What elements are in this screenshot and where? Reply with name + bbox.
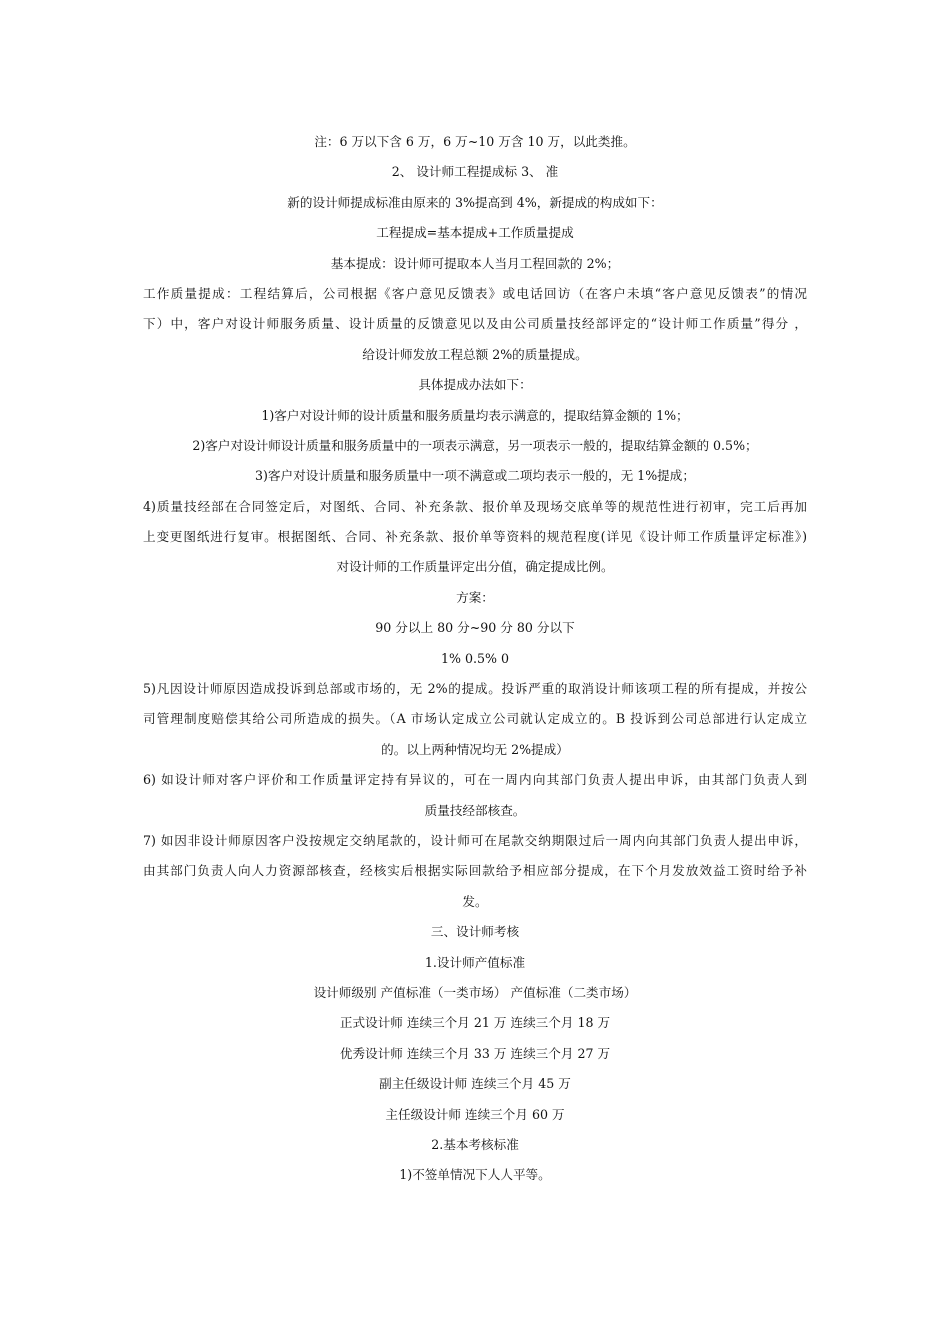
paragraph-line: 工作质量提成：工程结算后，公司根据《客户意见反馈表》或电话回访（在客户未填“客户意见反馈表”的情况 [143, 285, 807, 301]
list-item: 1)客户对设计师的设计质量和服务质量均表示满意的，提取结算金额的 1%； [261, 407, 689, 423]
list-item-continued: 由其部门负责人向人力资源部核查，经核实后根据实际回款给予相应部分提成，在下个月发放效益工资时给予补 [143, 863, 807, 879]
plan-rate-row: 1% 0.5% 0 [441, 650, 509, 666]
subheading: 1.设计师产值标准 [424, 954, 526, 970]
table-row-line: 副主任级设计师 连续三个月 45 万 [379, 1076, 571, 1092]
plan-heading: 方案： [456, 589, 494, 605]
list-item: 1)不签单情况下人人平等。 [399, 1167, 551, 1183]
subheading: 具体提成办法如下： [418, 377, 532, 393]
list-item-continued: 的。以上两种情况均无 2%提成） [381, 741, 569, 757]
list-item: 3)客户对设计质量和服务质量中一项不满意或二项均表示一般的，无 1%提成； [255, 468, 695, 484]
list-item: 2)客户对设计师设计质量和服务质量中的一项表示满意，另一项表示一般的，提取结算金额的 0.5%； [192, 437, 758, 453]
paragraph-line: 给设计师发放工程总额 2%的质量提成。 [362, 346, 588, 362]
paragraph-line: 基本提成：设计师可提取本人当月工程回款的 2%； [330, 255, 620, 271]
section-heading: 2、 设计师工程提成标 3、 准 [391, 164, 559, 180]
paragraph-line: 下）中，客户对设计师服务质量、设计质量的反馈意见以及由公司质量技经部评定的“设计师工作质量”得分 ， [143, 316, 807, 332]
list-item: 4)质量技经部在合同签定后，对图纸、合同、补充条款、报价单及现场交底单等的规范性进行初审，完工后再加 [143, 498, 807, 514]
document-body [143, 127, 807, 1191]
list-item-continued: 发。 [462, 893, 488, 909]
table-row-line: 优秀设计师 连续三个月 33 万 连续三个月 27 万 [339, 1045, 611, 1061]
table-row-line: 正式设计师 连续三个月 21 万 连续三个月 18 万 [339, 1015, 611, 1031]
table-header-line: 设计师级别 产值标准（一类市场） 产值标准（二类市场） [313, 984, 637, 1000]
paragraph-line: 新的设计师提成标准由原来的 3%提高到 4%，新提成的构成如下： [287, 194, 663, 210]
list-item: 7) 如因非设计师原因客户没按规定交纳尾款的，设计师可在尾款交纳期限过后一周内向其部门负责人提出申诉， [143, 832, 807, 848]
list-item-continued: 质量技经部核查。 [424, 802, 526, 818]
list-item-continued: 司管理制度赔偿其给公司所造成的损失。（A 市场认定成立公司就认定成立的。B 投诉到公司总部进行认定成立 [143, 711, 807, 727]
list-item-continued: 对设计师的工作质量评定出分值，确定提成比例。 [336, 559, 614, 575]
list-item-continued: 上变更图纸进行复审。根据图纸、合同、补充条款、报价单等资料的规范程度(详见《设计师工作质量评定标准》) [143, 529, 807, 545]
note-line: 注：6 万以下含 6 万，6 万~10 万含 10 万，以此类推。 [314, 134, 636, 149]
list-item: 5)凡因设计师原因造成投诉到总部或市场的，无 2%的提成。投诉严重的取消设计师该项工程的所有提成，并按公 [143, 681, 807, 697]
section-heading: 三、设计师考核 [430, 924, 520, 940]
formula-line: 工程提成=基本提成+工作质量提成 [376, 225, 574, 241]
table-row-line: 主任级设计师 连续三个月 60 万 [385, 1106, 565, 1122]
subheading: 2.基本考核标准 [431, 1136, 519, 1152]
plan-score-row: 90 分以上 80 分~90 分 80 分以下 [375, 620, 575, 636]
list-item: 6) 如设计师对客户评价和工作质量评定持有异议的，可在一周内向其部门负责人提出申诉，由其部门负责人到 [143, 772, 807, 788]
